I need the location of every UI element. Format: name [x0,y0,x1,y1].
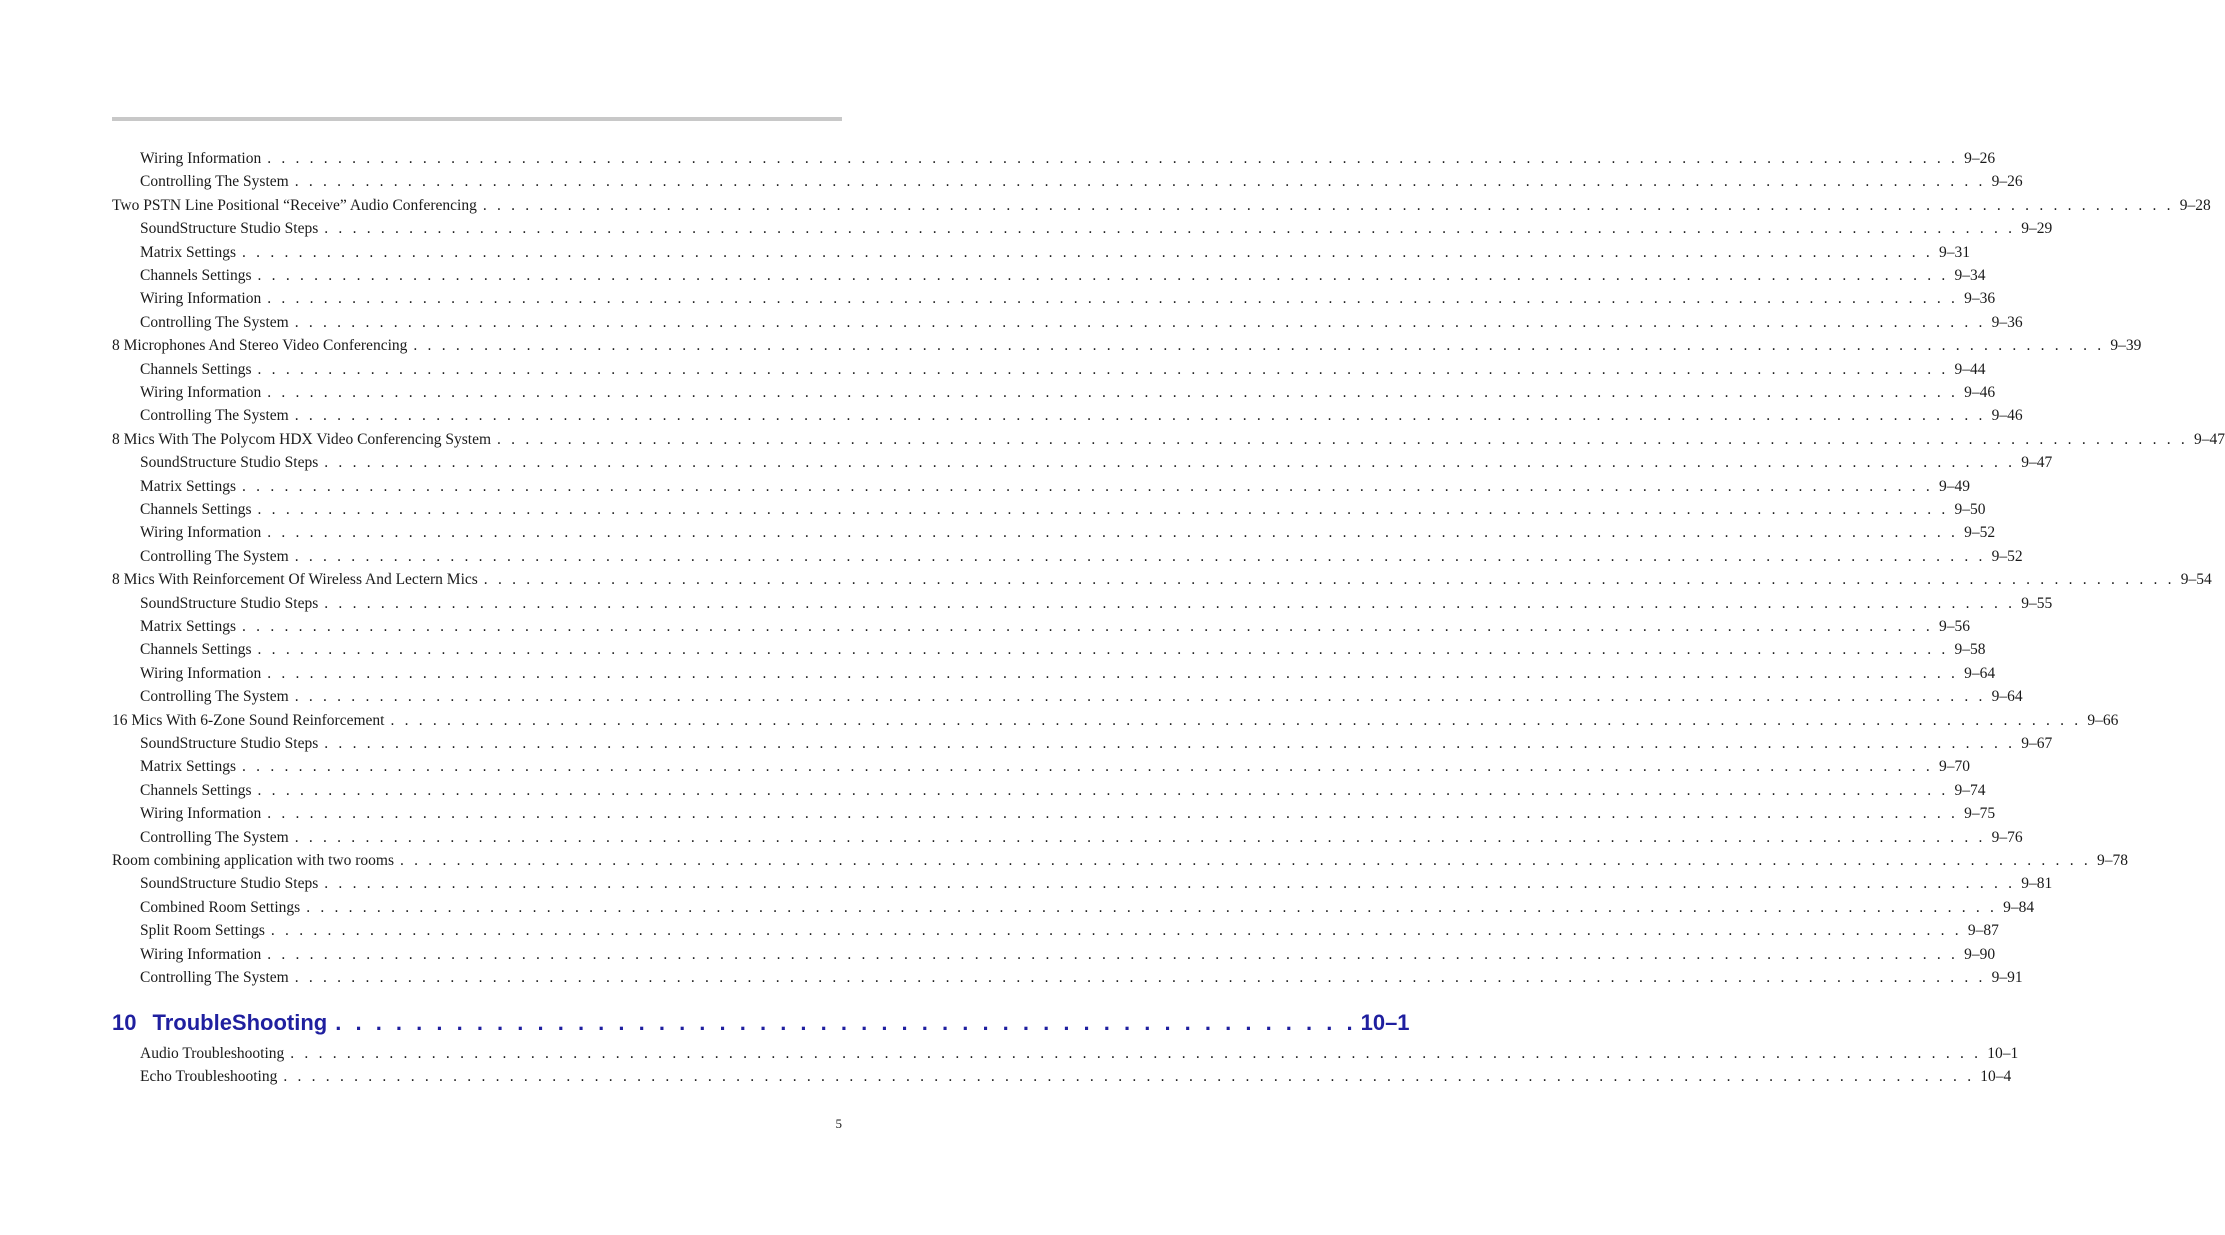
toc-entry-page: 10–4 [1980,1068,2012,1086]
toc-entry[interactable] [140,523,1996,543]
toc-entry-page: 9–76 [1991,828,2023,846]
toc-entry-title: Matrix Settings [140,477,237,495]
toc-entry-title: SoundStructure Studio Steps [140,454,319,472]
dot-leader: . . . . . . . . . . . . . . . . . . . . . . . . . . . . . . . . . . . . . . . . . . . . . . . . . . . . . . . . . . . . . . . . . . . . . . . . . . . . . . . . . . . . . . . . . . . . . . . . . . . . . . . . . . . . . . . . . . . . . . . . [294,173,1986,191]
toc-entry-page: 9–47 [2193,430,2225,448]
toc-entry[interactable] [140,149,1996,169]
dot-leader: . . . . . . . . . . . . . . . . . . . . . . . . . . . . . . . . . . . . . . . . . . . . . . . . . . . . . . . . . . . . . . . . . . . . . . . . . . . . . . . . . . . . . . . . . . . . . . . . . . . . . . . . . . . . . . . . . . . . . . . . [497,430,2188,448]
toc-entry-title: Channels Settings [140,360,252,378]
toc-entry[interactable] [140,313,2023,333]
toc-entry-page: 9–66 [2087,711,2119,729]
dot-leader: . . . . . . . . . . . . . . . . . . . . . . . . . . . . . . . . . . . . . . . . . . . . . . . . . . . . . . . . . . . . . . . . . . . . . . . . . . . . . . . . . . . . . . . . . . . . . . . . . . . . . . . . . . . . . . . . . . . . . . . . [242,758,1933,776]
toc-entry[interactable] [140,687,2023,707]
toc-entry[interactable] [112,570,2212,590]
toc-entry-page: 9–47 [2021,454,2053,472]
toc-entry-page: 9–64 [1991,688,2023,706]
toc-entry-title: Audio Troubleshooting [140,1045,285,1062]
toc-entry-page: 9–46 [1991,407,2023,425]
toc-entry-page: 10–1 [1987,1045,2019,1062]
toc-entry-title: Controlling The System [140,313,289,331]
dot-leader: . . . . . . . . . . . . . . . . . . . . . . . . . . . . . . . . . . . . . . . . . . . . . . . . . . . . . . . . . . . . . . . . . . . . . . . . . . . . . . . . . . . . . . . . . . . . . . . . . . . . . . . . . . . . . . . . . . . . . . . . [283,1068,1975,1086]
toc-entry-title: Channels Settings [140,267,252,284]
toc-entry-page: 9–64 [1964,664,1996,682]
toc-entry-title: Controlling The System [140,969,289,986]
toc-entry-page: 9–75 [1964,805,1996,823]
dot-leader: . . . . . . . . . . . . . . . . . . . . . . . . . . . . . . . . . . . . . . . . . . . . . . . . . . . . . . . . . . . . . . . . . . . . . . . . . . . . . . . . . . . . . . . . . . . . . . . . . . . . . . . . . . . . . . . . . . . . . . . . [324,454,2016,472]
toc-entry[interactable] [140,243,1970,263]
toc-entry[interactable] [140,617,1970,637]
dot-leader: . . . . . . . . . . . . . . . . . . . . . . . . . . . . . . . . . . . . . . . . . . . . . . . . . . . . . . . . . . . . . . . . . . . . . . . . . . . . . . . . . . . . . . . . . . . . . . . . . . . . . . . . . . . . . . . . . . . . . . . . [400,852,2091,869]
toc-entry-page: 9–36 [1991,313,2023,331]
toc-entry-title: 8 Microphones And Stereo Video Conferencing [112,337,408,355]
toc-entry[interactable] [140,1067,2012,1087]
toc-entry-title: Channels Settings [140,781,252,799]
toc-entry[interactable] [140,968,2023,988]
toc-entry-page: 9–36 [1964,290,1996,308]
toc-entry-page: 9–46 [1964,384,1996,401]
chapter-title: TroubleShooting [152,1010,328,1035]
dot-leader: . . . . . . . . . . . . . . . . . . . . . . . . . . . . . . . . . . . . . . . . . . . . . . . . . . . . . . . . . . . . . . . . . . . . . . . . . . . . . . . . . . . . . . . . . . . . . . . . . . . . . . . . . . . . . . . . . . . . . . . . [257,360,1949,378]
toc-entry-title: Room combining application with two rooms [112,852,394,869]
dot-leader: . . . . . . . . . . . . . . . . . . . . . . . . . . . . . . . . . . . . . . . . . . . . . . . . . . . . . . . . . . . . . . . . . . . . . . . . . . . . . . . . . . . . . . . . . . . . . . . . . . . . . . . . . . . . . . . . . . . . . . . . [257,781,1949,799]
toc-entry-page: 9–39 [2110,337,2142,355]
toc-entry-title: Wiring Information [140,384,262,401]
dot-leader: . . . . . . . . . . . . . . . . . . . . . . . . . . . . . . . . . . . . . . . . . . . . . . . . . . . . . . . . . . . . . . . . . . . . . . . . . . . . . . . . . . . . . . . . . . . . . . . . . . . . . . . . . . . . . . . . . . . . . . . . [294,407,1986,425]
chapter-number: 10 [112,1010,137,1035]
dot-leader: . . . . . . . . . . . . . . . . . . . . . . . . . . . . . . . . . . . . . . . . . . . . . . . . . . . . . . . . . . . . . . . . . . . . . . . . . . . . . . . . . . . . . . . . . . . . . . . . . . . . . . . . . . . . . . . . . . . . . . . . [294,969,1986,986]
toc-entry-title: Controlling The System [140,173,289,191]
toc-entry[interactable] [140,453,2053,473]
dot-leader: . . . . . . . . . . . . . . . . . . . . . . . . . . . . . . . . . . . . . . . . . . . . . . . . . . . [335,1010,1357,1035]
toc-entry[interactable] [112,430,2225,450]
dot-leader: . . . . . . . . . . . . . . . . . . . . . . . . . . . . . . . . . . . . . . . . . . . . . . . . . . . . . . . . . . . . . . . . . . . . . . . . . . . . . . . . . . . . . . . . . . . . . . . . . . . . . . . . . . . . . . . . . . . . . . . . [267,384,1959,401]
toc-entry-title: 8 Mics With Reinforcement Of Wireless And Lectern Mics [112,571,478,589]
dot-leader: . . . . . . . . . . . . . . . . . . . . . . . . . . . . . . . . . . . . . . . . . . . . . . . . . . . . . . . . . . . . . . . . . . . . . . . . . . . . . . . . . . . . . . . . . . . . . . . . . . . . . . . . . . . . . . . . . . . . . . . . [413,337,2105,355]
dot-leader: . . . . . . . . . . . . . . . . . . . . . . . . . . . . . . . . . . . . . . . . . . . . . . . . . . . . . . . . . . . . . . . . . . . . . . . . . . . . . . . . . . . . . . . . . . . . . . . . . . . . . . . . . . . . . . . . . . . . . . . . [257,267,1949,284]
header-rule [112,117,842,121]
toc-entry[interactable] [112,336,2142,356]
dot-leader: . . . . . . . . . . . . . . . . . . . . . . . . . . . . . . . . . . . . . . . . . . . . . . . . . . . . . . . . . . . . . . . . . . . . . . . . . . . . . . . . . . . . . . . . . . . . . . . . . . . . . . . . . . . . . . . . . . . . . . . . [267,524,1959,542]
dot-leader: . . . . . . . . . . . . . . . . . . . . . . . . . . . . . . . . . . . . . . . . . . . . . . . . . . . . . . . . . . . . . . . . . . . . . . . . . . . . . . . . . . . . . . . . . . . . . . . . . . . . . . . . . . . . . . . . . . . . . . . . [324,594,2016,612]
toc-entry-page: 9–78 [2096,852,2128,869]
dot-leader: . . . . . . . . . . . . . . . . . . . . . . . . . . . . . . . . . . . . . . . . . . . . . . . . . . . . . . . . . . . . . . . . . . . . . . . . . . . . . . . . . . . . . . . . . . . . . . . . . . . . . . . . . . . . . . . . . . . . . . . . [294,828,1986,846]
toc-entry-title: Controlling The System [140,407,289,425]
toc-entry-title: Wiring Information [140,524,262,542]
toc-entry-title: Controlling The System [140,828,289,846]
toc-entry-title: SoundStructure Studio Steps [140,875,319,893]
toc-entry[interactable] [140,406,2023,426]
dot-leader: . . . . . . . . . . . . . . . . . . . . . . . . . . . . . . . . . . . . . . . . . . . . . . . . . . . . . . . . . . . . . . . . . . . . . . . . . . . . . . . . . . . . . . . . . . . . . . . . . . . . . . . . . . . . . . . . . . . . . . . . [242,618,1933,635]
toc-entry-page: 9–56 [1938,618,1970,635]
dot-leader: . . . . . . . . . . . . . . . . . . . . . . . . . . . . . . . . . . . . . . . . . . . . . . . . . . . . . . . . . . . . . . . . . . . . . . . . . . . . . . . . . . . . . . . . . . . . . . . . . . . . . . . . . . . . . . . . . . . . . . . . [267,150,1959,167]
toc-entry-page: 9–26 [1991,173,2023,191]
toc-entry-page: 9–31 [1938,243,1970,261]
dot-leader: . . . . . . . . . . . . . . . . . . . . . . . . . . . . . . . . . . . . . . . . . . . . . . . . . . . . . . . . . . . . . . . . . . . . . . . . . . . . . . . . . . . . . . . . . . . . . . . . . . . . . . . . . . . . . . . . . . . . . . . . [324,735,2016,752]
toc-entry[interactable] [140,383,1996,403]
dot-leader: . . . . . . . . . . . . . . . . . . . . . . . . . . . . . . . . . . . . . . . . . . . . . . . . . . . . . . . . . . . . . . . . . . . . . . . . . . . . . . . . . . . . . . . . . . . . . . . . . . . . . . . . . . . . . . . . . . . . . . . . [257,501,1949,518]
toc-entry[interactable] [140,1044,2019,1064]
toc-entry[interactable] [140,500,1986,520]
toc-entry-page: 9–34 [1954,267,1986,284]
dot-leader: . . . . . . . . . . . . . . . . . . . . . . . . . . . . . . . . . . . . . . . . . . . . . . . . . . . . . . . . . . . . . . . . . . . . . . . . . . . . . . . . . . . . . . . . . . . . . . . . . . . . . . . . . . . . . . . . . . . . . . . . [482,196,2174,214]
dot-leader: . . . . . . . . . . . . . . . . . . . . . . . . . . . . . . . . . . . . . . . . . . . . . . . . . . . . . . . . . . . . . . . . . . . . . . . . . . . . . . . . . . . . . . . . . . . . . . . . . . . . . . . . . . . . . . . . . . . . . . . . [324,220,2016,238]
toc-entry-title: Wiring Information [140,945,262,963]
page-number: 5 [835,1116,842,1131]
dot-leader: . . . . . . . . . . . . . . . . . . . . . . . . . . . . . . . . . . . . . . . . . . . . . . . . . . . . . . . . . . . . . . . . . . . . . . . . . . . . . . . . . . . . . . . . . . . . . . . . . . . . . . . . . . . . . . . . . . . . . . . . [267,805,1959,823]
toc-entry-page: 9–84 [2003,898,2035,916]
toc-entry-page: 9–91 [1991,969,2023,986]
toc-entry[interactable] [140,289,1996,309]
toc-entry-title: Channels Settings [140,641,252,659]
dot-leader: . . . . . . . . . . . . . . . . . . . . . . . . . . . . . . . . . . . . . . . . . . . . . . . . . . . . . . . . . . . . . . . . . . . . . . . . . . . . . . . . . . . . . . . . . . . . . . . . . . . . . . . . . . . . . . . . . . . . . . . . [294,547,1986,565]
dot-leader: . . . . . . . . . . . . . . . . . . . . . . . . . . . . . . . . . . . . . . . . . . . . . . . . . . . . . . . . . . . . . . . . . . . . . . . . . . . . . . . . . . . . . . . . . . . . . . . . . . . . . . . . . . . . . . . . . . . . . . . . [290,1045,1982,1062]
toc-entry[interactable] [140,219,2053,239]
toc-entry-title: Matrix Settings [140,618,237,635]
toc-entry[interactable] [140,594,2053,614]
toc-entry[interactable] [140,921,1999,941]
dot-leader: . . . . . . . . . . . . . . . . . . . . . . . . . . . . . . . . . . . . . . . . . . . . . . . . . . . . . . . . . . . . . . . . . . . . . . . . . . . . . . . . . . . . . . . . . . . . . . . . . . . . . . . . . . . . . . . . . . . . . . . . [267,945,1959,963]
toc-entry-title: Wiring Information [140,290,262,308]
toc-entry-page: 9–50 [1954,501,1986,518]
toc-entry-title: SoundStructure Studio Steps [140,220,319,238]
toc-entry[interactable] [140,898,2035,918]
dot-leader: . . . . . . . . . . . . . . . . . . . . . . . . . . . . . . . . . . . . . . . . . . . . . . . . . . . . . . . . . . . . . . . . . . . . . . . . . . . . . . . . . . . . . . . . . . . . . . . . . . . . . . . . . . . . . . . . . . . . . . . . [242,243,1933,261]
toc-entry[interactable] [140,172,2023,192]
toc-entry[interactable] [140,757,1970,777]
dot-leader: . . . . . . . . . . . . . . . . . . . . . . . . . . . . . . . . . . . . . . . . . . . . . . . . . . . . . . . . . . . . . . . . . . . . . . . . . . . . . . . . . . . . . . . . . . . . . . . . . . . . . . . . . . . . . . . . . . . . . . . . [324,875,2016,893]
toc-entry-title: SoundStructure Studio Steps [140,735,319,752]
toc-entry-title: Channels Settings [140,501,252,518]
toc-entry-page: 9–29 [2021,220,2053,238]
toc-entry[interactable] [112,196,2211,216]
toc-entry-page: 9–54 [2180,571,2212,589]
toc-entry-page: 9–87 [1967,922,1999,940]
dot-leader: . . . . . . . . . . . . . . . . . . . . . . . . . . . . . . . . . . . . . . . . . . . . . . . . . . . . . . . . . . . . . . . . . . . . . . . . . . . . . . . . . . . . . . . . . . . . . . . . . . . . . . . . . . . . . . . . . . . . . . . . [306,898,1998,916]
toc-entry-title: Controlling The System [140,547,289,565]
toc-entry[interactable] [140,360,1986,380]
toc-entry-title: Combined Room Settings [140,898,301,916]
dot-leader: . . . . . . . . . . . . . . . . . . . . . . . . . . . . . . . . . . . . . . . . . . . . . . . . . . . . . . . . . . . . . . . . . . . . . . . . . . . . . . . . . . . . . . . . . . . . . . . . . . . . . . . . . . . . . . . . . . . . . . . . [270,922,1962,940]
dot-leader: . . . . . . . . . . . . . . . . . . . . . . . . . . . . . . . . . . . . . . . . . . . . . . . . . . . . . . . . . . . . . . . . . . . . . . . . . . . . . . . . . . . . . . . . . . . . . . . . . . . . . . . . . . . . . . . . . . . . . . . . [294,313,1986,331]
toc-entry[interactable] [140,664,1996,684]
toc-entry[interactable] [140,945,1996,965]
toc-entry-title: Split Room Settings [140,922,265,940]
toc-entry-title: Wiring Information [140,150,262,167]
toc-entry-title: Echo Troubleshooting [140,1068,278,1086]
toc-entry-page: 9–67 [2021,735,2053,752]
toc-entry-title: Matrix Settings [140,758,237,776]
toc-entry-title: 8 Mics With The Polycom HDX Video Conferencing System [112,430,492,448]
toc-entry-page: 9–28 [2179,196,2211,214]
toc-entry-page: 9–74 [1954,781,1986,799]
toc-entry-title: Two PSTN Line Positional “Receive” Audio Conferencing [112,196,477,214]
toc-entry-page: 9–49 [1938,477,1970,495]
toc-entry[interactable] [140,781,1986,801]
toc-entry-page: 9–70 [1938,758,1970,776]
toc-entry-page: 9–52 [1964,524,1996,542]
dot-leader: . . . . . . . . . . . . . . . . . . . . . . . . . . . . . . . . . . . . . . . . . . . . . . . . . . . . . . . . . . . . . . . . . . . . . . . . . . . . . . . . . . . . . . . . . . . . . . . . . . . . . . . . . . . . . . . . . . . . . . . . [294,688,1986,706]
dot-leader: . . . . . . . . . . . . . . . . . . . . . . . . . . . . . . . . . . . . . . . . . . . . . . . . . . . . . . . . . . . . . . . . . . . . . . . . . . . . . . . . . . . . . . . . . . . . . . . . . . . . . . . . . . . . . . . . . . . . . . . . [267,664,1959,682]
toc-entry-page: 9–55 [2021,594,2053,612]
dot-leader: . . . . . . . . . . . . . . . . . . . . . . . . . . . . . . . . . . . . . . . . . . . . . . . . . . . . . . . . . . . . . . . . . . . . . . . . . . . . . . . . . . . . . . . . . . . . . . . . . . . . . . . . . . . . . . . . . . . . . . . . [242,477,1933,495]
toc-entry[interactable] [140,547,2023,567]
dot-leader: . . . . . . . . . . . . . . . . . . . . . . . . . . . . . . . . . . . . . . . . . . . . . . . . . . . . . . . . . . . . . . . . . . . . . . . . . . . . . . . . . . . . . . . . . . . . . . . . . . . . . . . . . . . . . . . . . . . . . . . . [390,711,2082,729]
toc-entry-title: 16 Mics With 6-Zone Sound Reinforcement [112,711,385,729]
toc-entry-page: 9–58 [1954,641,1986,659]
toc-entry-page: 9–90 [1964,945,1996,963]
toc-entry-title: Wiring Information [140,805,262,823]
chapter-heading[interactable] [112,1008,1410,1038]
toc-entry-page: 9–52 [1991,547,2023,565]
toc-entry-page: 9–26 [1964,150,1996,167]
toc-entry-title: Wiring Information [140,664,262,682]
toc-entry-page: 9–44 [1954,360,1986,378]
dot-leader: . . . . . . . . . . . . . . . . . . . . . . . . . . . . . . . . . . . . . . . . . . . . . . . . . . . . . . . . . . . . . . . . . . . . . . . . . . . . . . . . . . . . . . . . . . . . . . . . . . . . . . . . . . . . . . . . . . . . . . . . [267,290,1959,308]
toc-entry-page: 9–81 [2021,875,2053,893]
toc-entry[interactable] [112,851,2128,871]
dot-leader: . . . . . . . . . . . . . . . . . . . . . . . . . . . . . . . . . . . . . . . . . . . . . . . . . . . . . . . . . . . . . . . . . . . . . . . . . . . . . . . . . . . . . . . . . . . . . . . . . . . . . . . . . . . . . . . . . . . . . . . . [483,571,2175,589]
dot-leader: . . . . . . . . . . . . . . . . . . . . . . . . . . . . . . . . . . . . . . . . . . . . . . . . . . . . . . . . . . . . . . . . . . . . . . . . . . . . . . . . . . . . . . . . . . . . . . . . . . . . . . . . . . . . . . . . . . . . . . . . [257,641,1949,659]
toc-entry[interactable] [112,711,2119,731]
toc-entry[interactable] [140,477,1970,497]
toc-entry-title: Controlling The System [140,688,289,706]
toc-entry-title: Matrix Settings [140,243,237,261]
chapter-page: 10–1 [1360,1010,1410,1035]
toc-entry[interactable] [140,266,1986,286]
toc-entry[interactable] [140,640,1986,660]
toc-entry[interactable] [140,874,2053,894]
toc-entry[interactable] [140,804,1996,824]
toc-entry[interactable] [140,734,2053,754]
toc-entry-title: SoundStructure Studio Steps [140,594,319,612]
toc-entry[interactable] [140,828,2023,848]
